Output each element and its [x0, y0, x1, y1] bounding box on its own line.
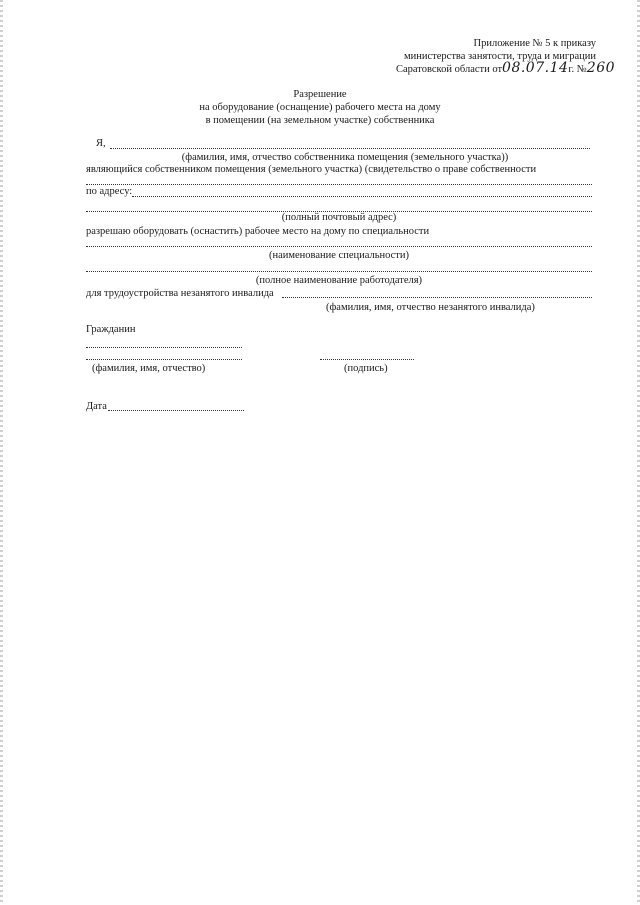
fio-caption: (фамилия, имя, отчество) [92, 363, 206, 374]
disabled-caption: (фамилия, имя, отчество незанятого инвалида) [326, 302, 535, 313]
employer-caption: (полное наименование работодателя) [255, 275, 423, 286]
ya-label: Я, [96, 138, 106, 149]
owner-name-line [110, 148, 590, 149]
title-permit: Разрешение [293, 89, 347, 100]
scan-edge-left [0, 0, 3, 905]
specialty-line [86, 246, 592, 247]
specialty-caption: (наименование специальности) [268, 250, 410, 261]
certificate-line [86, 184, 592, 185]
address-line-1 [132, 196, 592, 197]
disabled-label: для трудоустройства незанятого инвалида [86, 288, 274, 299]
signature-caption: (подпись) [344, 363, 388, 374]
permit-text: разрешаю оборудовать (оснастить) рабочее место на дому по специальности [86, 226, 430, 237]
appendix-line-3 [396, 62, 615, 76]
appendix-line-2: министерства занятости, труда и миграции [404, 51, 596, 62]
handwritten-number: 260 [586, 60, 616, 76]
owner-name-caption: (фамилия, имя, отчество собственника помещения (земельного участка)) [181, 152, 509, 163]
citizen-name-line-2 [86, 359, 242, 360]
citizen-name-line-1 [86, 347, 242, 348]
appendix-region-text: Саратовской области от [396, 64, 503, 75]
employer-line [86, 271, 592, 272]
address-caption: (полный почтовый адрес) [281, 212, 397, 223]
handwritten-date: 08.07.14 [502, 60, 569, 76]
address-label: по адресу: [86, 186, 133, 197]
title-line-2: на оборудование (оснащение) рабочего места на дому [199, 102, 441, 113]
appendix-line-1: Приложение № 5 к приказу [473, 38, 596, 49]
owner-text: являющийся собственником помещения (земельного участка) (свидетельство о праве собственности [86, 164, 537, 175]
date-line [108, 410, 244, 411]
appendix-number-label: г. № [568, 64, 587, 75]
citizen-label: Гражданин [86, 324, 136, 335]
title-line-3: в помещении (на земельном участке) собственника [205, 115, 435, 126]
date-label: Дата [86, 401, 107, 412]
disabled-name-line [282, 297, 592, 298]
signature-line [320, 359, 414, 360]
